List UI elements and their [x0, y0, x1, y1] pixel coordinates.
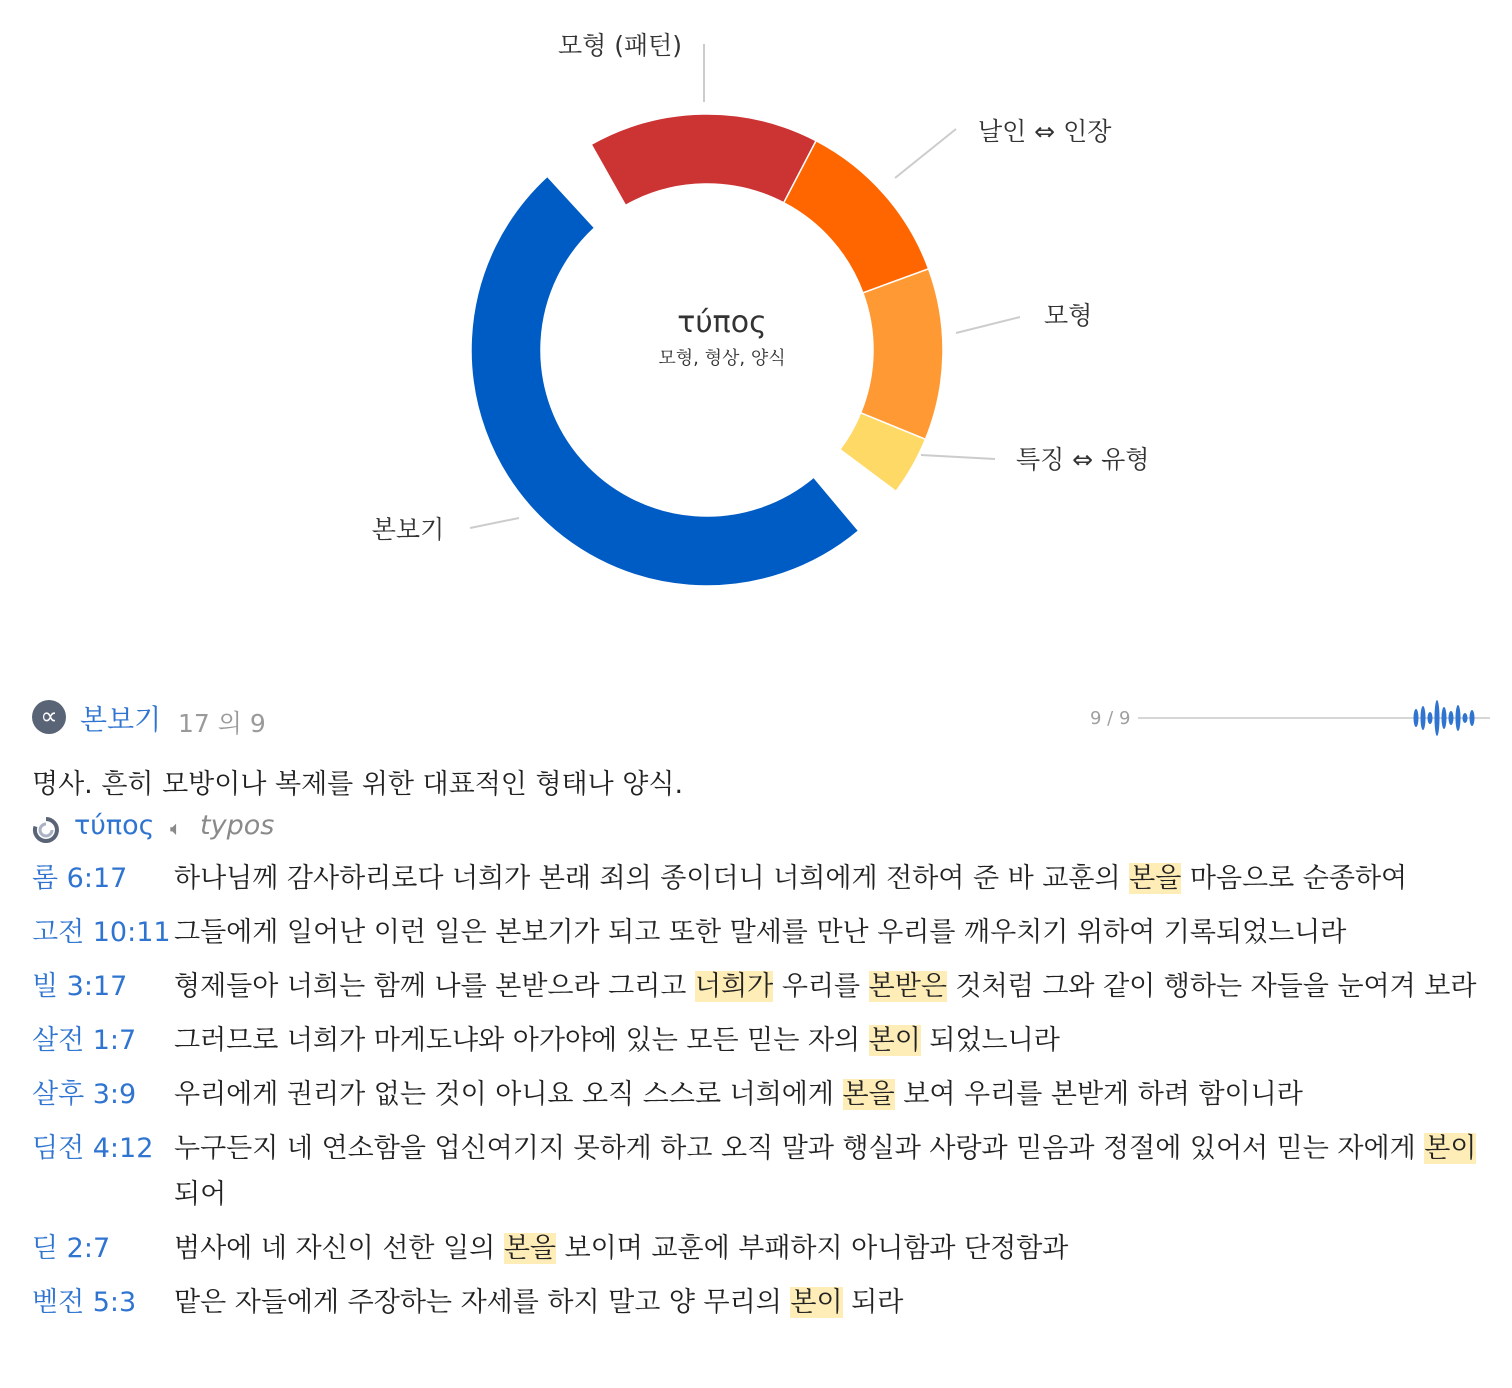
verse-text: [174, 1280, 1479, 1326]
verse-reference-link[interactable]: 딤전 4:12: [32, 1133, 154, 1164]
page-indicator: 9 / 9: [1090, 708, 1131, 729]
highlighted-term: 본을: [503, 1233, 556, 1264]
highlighted-term: 본이: [868, 1025, 921, 1056]
verse-list: [32, 856, 1492, 1334]
verse-reference-link[interactable]: 살후 3:9: [32, 1079, 137, 1110]
verse-row: [32, 910, 1492, 956]
definition-text: 명사. 흔히 모방이나 복제를 위한 대표적인 형태나 양식.: [32, 769, 684, 800]
verse-text-segment: 보이며 교훈에 부패하지 아니함과 단정함과: [556, 1233, 1069, 1264]
verse-reference-link[interactable]: 롬 6:17: [32, 863, 128, 894]
chart-center-subtitle: 모형, 형상, 양식: [658, 348, 786, 369]
verse-reference-link[interactable]: 살전 1:7: [32, 1025, 137, 1056]
slice-label-leader: [921, 455, 995, 459]
verse-text: [174, 1226, 1479, 1272]
slice-label-leader: [895, 129, 956, 178]
verse-row: [32, 1126, 1492, 1218]
verse-reference-link[interactable]: 고전 10:11: [32, 917, 171, 948]
slice-label-leader: [470, 518, 519, 528]
proportional-icon: ∝: [32, 700, 66, 734]
entry-count: 17 의 9: [178, 709, 266, 738]
slice-label: 본보기: [371, 515, 445, 544]
verse-reference-link[interactable]: 딛 2:7: [32, 1233, 111, 1264]
donut-slice[interactable]: [471, 176, 859, 586]
slice-label: 날인 ⇔ 인장: [978, 117, 1112, 146]
speaker-icon[interactable]: 🔈︎: [170, 816, 182, 840]
verse-text: [174, 1126, 1479, 1218]
verse-text-segment: 마음으로 순종하여: [1181, 863, 1408, 894]
highlighted-term: 본받은: [868, 971, 947, 1002]
greek-word[interactable]: τύπος: [74, 810, 155, 841]
donut-slice[interactable]: [591, 114, 816, 205]
highlighted-term: 본을: [842, 1079, 895, 1110]
verse-text: [174, 856, 1479, 902]
entry-word[interactable]: 본보기: [80, 703, 162, 736]
verse-reference-link[interactable]: 벧전 5:3: [32, 1287, 137, 1318]
verse-text-segment: 그러므로 너희가 마게도냐와 아가야에 있는 모든 믿는 자의: [174, 1025, 869, 1056]
verse-text-segment: 우리를: [773, 971, 869, 1002]
slice-label: 모형 (패턴): [557, 31, 683, 60]
verse-text: [174, 910, 1479, 956]
verse-text: [174, 964, 1479, 1010]
verse-text-segment: 맡은 자들에게 주장하는 자세를 하지 말고 양 무리의: [174, 1287, 791, 1318]
verse-row: [32, 1280, 1492, 1326]
verse-row: [32, 856, 1492, 902]
donut-slice[interactable]: [784, 141, 929, 293]
verse-row: [32, 1226, 1492, 1272]
verse-text-segment: 되었느니라: [920, 1025, 1060, 1056]
verse-text-segment: 형제들아 너희는 함께 나를 본받으라 그리고: [174, 971, 695, 1002]
verse-text-segment: 보여 우리를 본받게 하려 함이니라: [894, 1079, 1303, 1110]
slice-label-leader: [956, 317, 1020, 333]
donut-slice[interactable]: [861, 269, 943, 439]
verse-text-segment: 그들에게 일어난 이런 일은 본보기가 되고 또한 말세를 만난 우리를 깨우치기 위하여 기록되었느니라: [174, 917, 1347, 948]
slice-label: 특징 ⇔ 유형: [1016, 445, 1150, 474]
slice-label: 모형: [1044, 301, 1093, 330]
waveform-icon[interactable]: [1412, 696, 1502, 740]
verse-text-segment: 우리에게 권리가 없는 것이 아니요 오직 스스로 너희에게: [174, 1079, 843, 1110]
highlighted-term: 본을: [1129, 863, 1182, 894]
verse-text-segment: 되라: [842, 1287, 904, 1318]
highlighted-term: 본이: [1424, 1133, 1477, 1164]
donut-chart: [0, 0, 1512, 650]
highlighted-term: 너희가: [694, 971, 774, 1002]
greek-root-icon: [32, 816, 60, 844]
verse-text-segment: 범사에 네 자신이 선한 일의: [174, 1233, 504, 1264]
verse-row: [32, 1072, 1492, 1118]
entry-header: [32, 696, 1492, 740]
transliteration: typos: [200, 810, 275, 841]
verse-reference-link[interactable]: 빌 3:17: [32, 971, 128, 1002]
verse-text: [174, 1018, 1479, 1064]
verse-text-segment: 누구든지 네 연소함을 업신여기지 못하게 하고 오직 말과 행실과 사랑과 믿음과 정절에 있어서 믿는 자에게: [174, 1133, 1425, 1164]
verse-row: [32, 1018, 1492, 1064]
verse-text-segment: 되어: [174, 1179, 227, 1210]
highlighted-term: 본이: [790, 1287, 843, 1318]
verse-text: [174, 1072, 1479, 1118]
verse-row: [32, 964, 1492, 1010]
verse-text-segment: 것처럼 그와 같이 행하는 자들을 눈여겨 보라: [946, 971, 1477, 1002]
chart-center-title: τύπος: [677, 305, 767, 340]
donut-chart-svg: [0, 0, 1512, 650]
verse-text-segment: 하나님께 감사하리로다 너희가 본래 죄의 종이더니 너희에게 전하여 준 바 교훈의: [174, 863, 1130, 894]
